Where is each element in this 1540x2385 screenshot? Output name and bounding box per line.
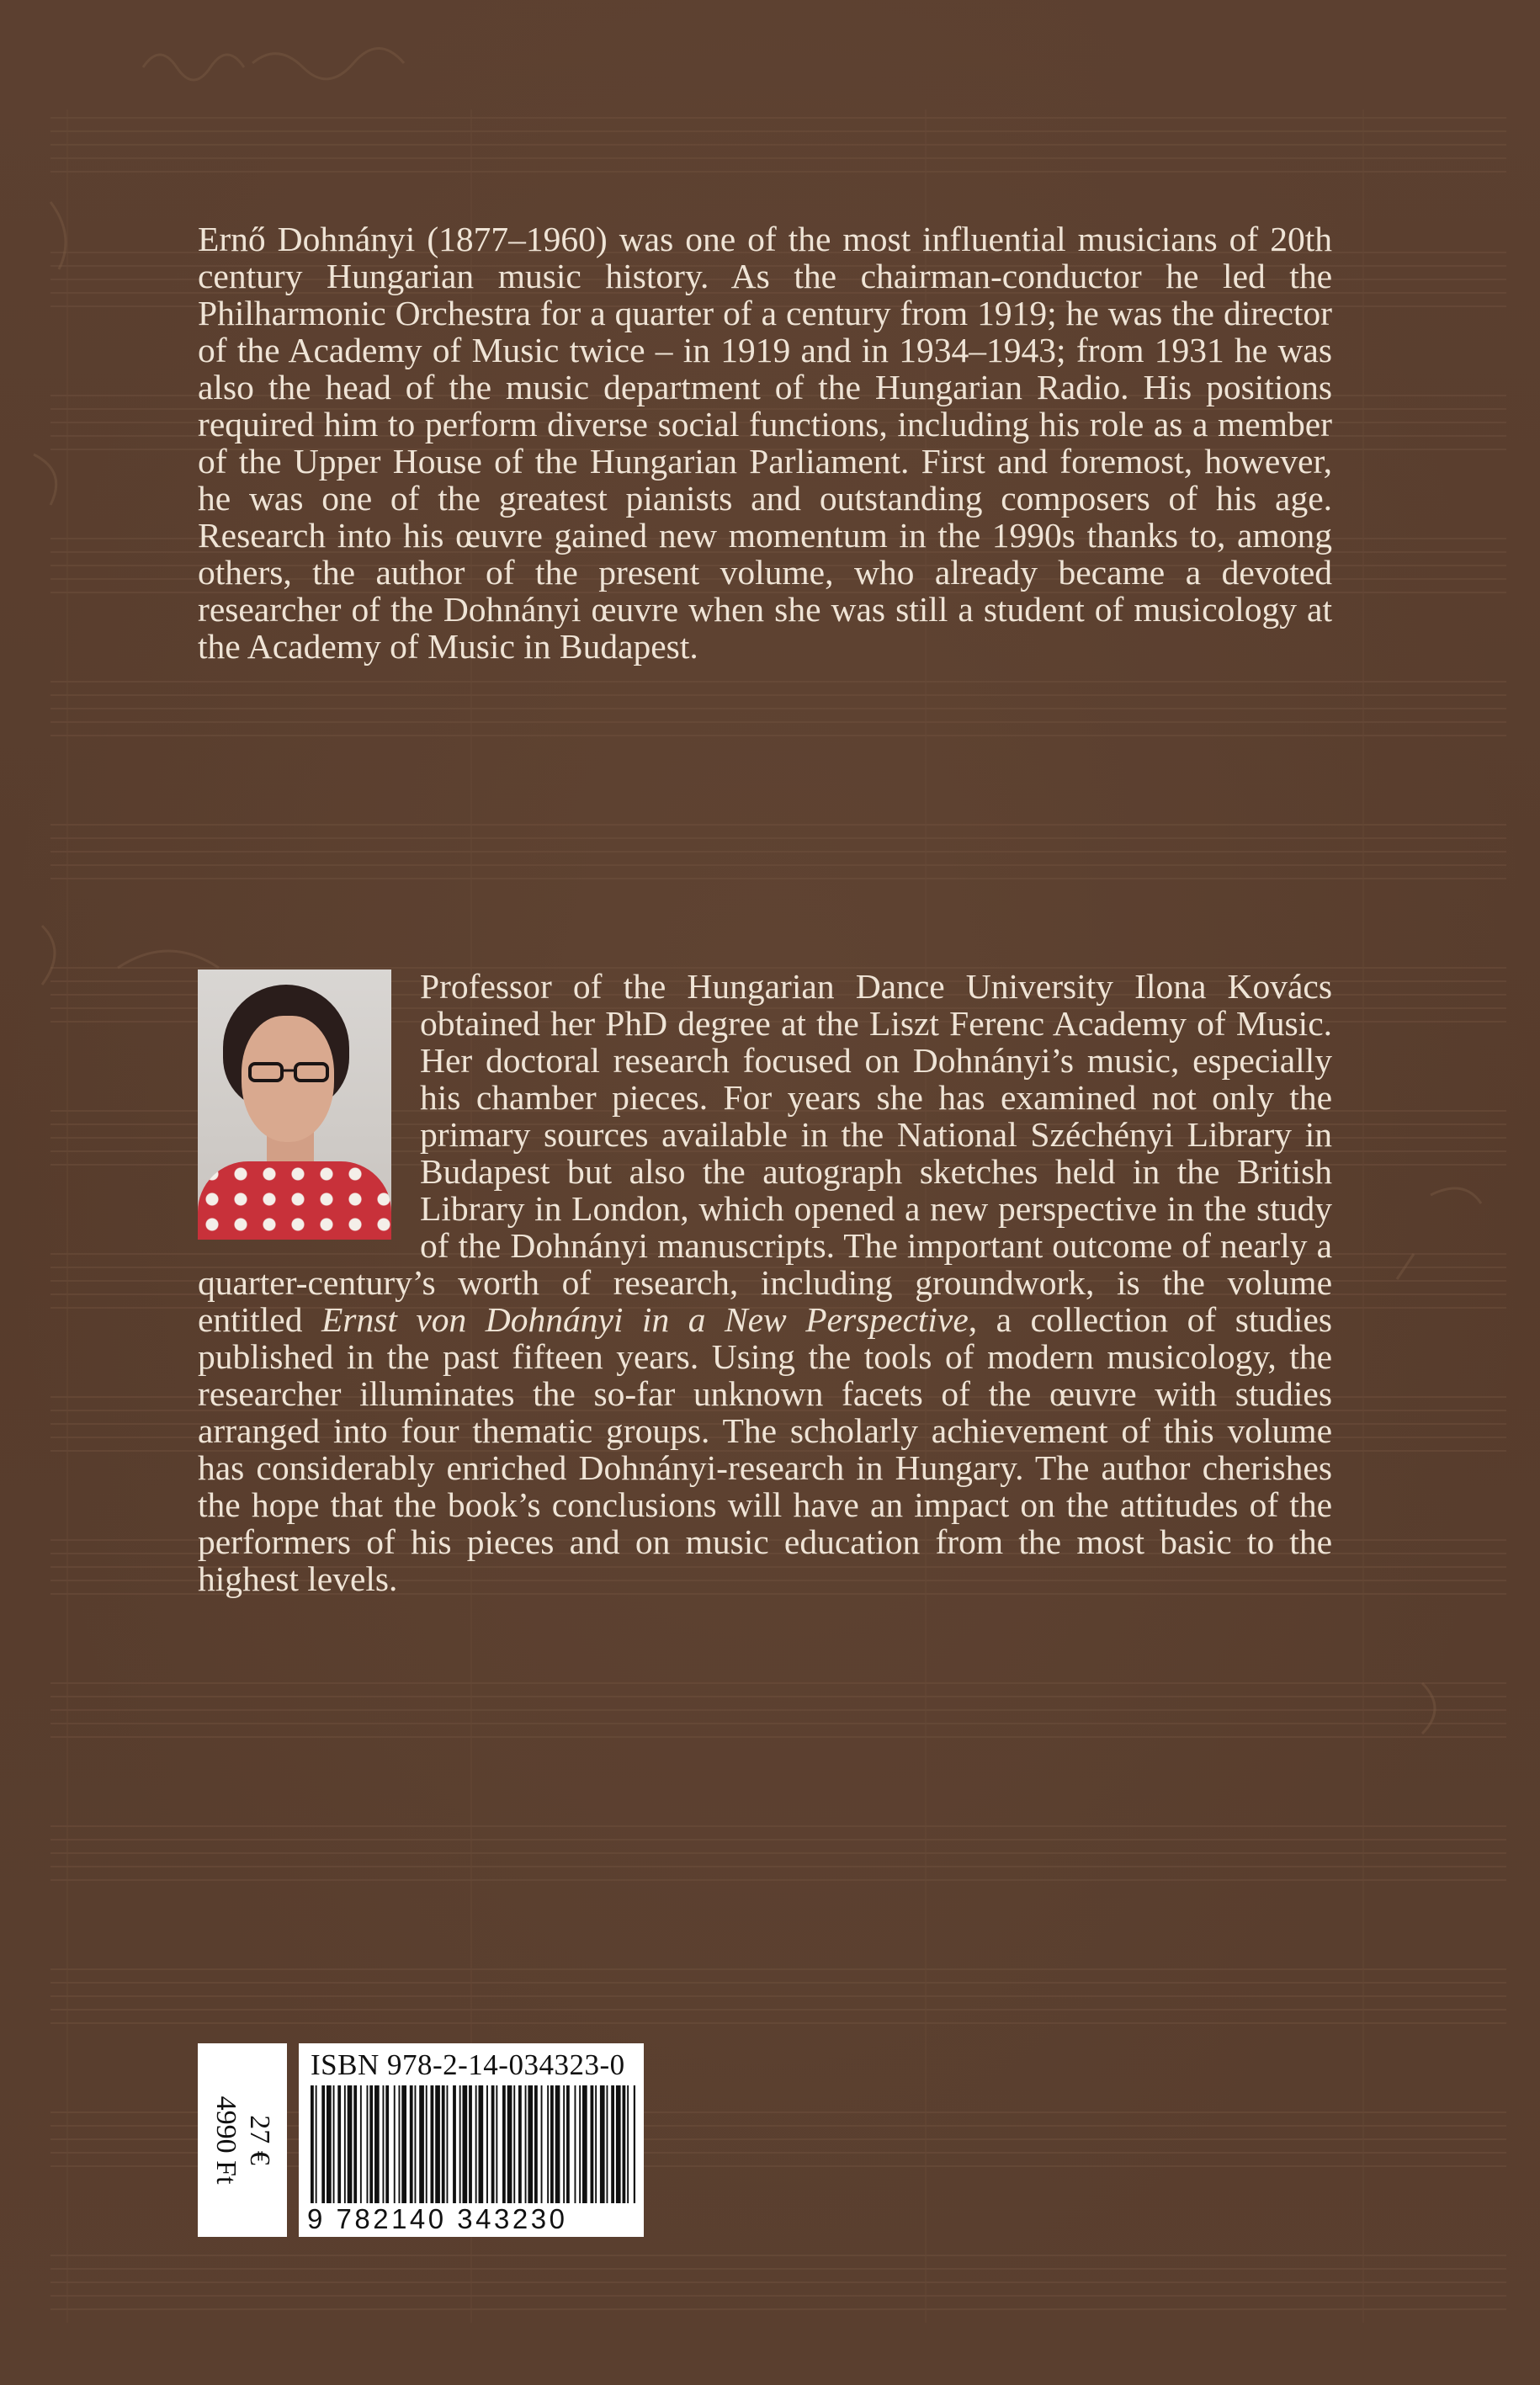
price-box xyxy=(198,2043,287,2237)
author-photo xyxy=(198,969,391,1240)
barcode-bar xyxy=(348,2085,353,2212)
isbn-box xyxy=(299,2043,644,2237)
barcode-bar xyxy=(513,2085,515,2212)
barcode-bar xyxy=(344,2085,346,2212)
barcode-bar xyxy=(634,2085,635,2212)
barcode-bar xyxy=(547,2085,549,2212)
barcode-bar xyxy=(575,2085,576,2212)
barcode-bar xyxy=(595,2085,597,2212)
barcode-bar xyxy=(442,2085,445,2212)
barcode-bar xyxy=(518,2085,522,2212)
barcode-bar xyxy=(337,2085,341,2212)
barcode-bar xyxy=(369,2085,373,2212)
barcode-bar xyxy=(469,2085,472,2212)
barcode-bar xyxy=(447,2085,449,2212)
barcode-bar xyxy=(541,2085,543,2212)
barcode-bar xyxy=(607,2085,608,2212)
intro-paragraph: Ernő Dohnányi (1877–1960) was one of the most influential musicians of 20th century Hungarian music history. As the chairman-conductor he led the Philharmonic Orchestra for a quarter of a century from 1919; he was the director of the Academy of Music twice – in 1919 and in 1934–1943; from 1931 he was also the head of the music department of the Hungarian Radio. His positions required him to perform diverse social functions, including his role as a member of the Upper House of the Hungarian Parliament. First and foremost, however, he was one of the greatest pianists and outstanding composers of his age. Research into his œuvre gained new momentum in the 1990s thanks to, among others, the author of the present volume, who already became a devoted researcher of the Dohnányi œuvre when she was still a student of musicology at the Academy of Music in Budapest. xyxy=(198,220,1332,666)
barcode-bar xyxy=(591,2085,594,2212)
barcode-bar xyxy=(491,2085,495,2212)
bio-text-start: Professor of the Hungarian Dance University Ilona Kovács obtained her PhD degree at the Liszt Ferenc Academy of Music. Her doctoral research focused on Dohnányi’s music, especially his chamber pieces. For years she has examined not only the primary sources available in the National Széchényi Library in Budapest but also the autograph sketches held in the British Library in London, which opened a new perspective in the study of the Dohnányi manuscripts. The important outcome of nearly a quarter-century’s worth of research, including groundwork, is the volume entitled xyxy=(198,967,1332,1339)
barcode-bar xyxy=(333,2085,335,2212)
barcode-bar xyxy=(479,2085,484,2212)
barcode-bar xyxy=(534,2085,538,2212)
barcode-bar xyxy=(316,2085,317,2212)
barcode-bar xyxy=(374,2085,380,2212)
barcode-bar xyxy=(410,2085,413,2212)
barcode-bar xyxy=(496,2085,497,2212)
barcode-bar xyxy=(435,2085,440,2212)
barcode-bar xyxy=(582,2085,587,2212)
price-huf: 4990 Ft xyxy=(210,2096,242,2185)
barcode-bar xyxy=(459,2085,461,2212)
barcode-bar xyxy=(563,2085,565,2212)
isbn-label: ISBN 978-2-14-034323-0 xyxy=(311,2048,625,2081)
barcode-bar xyxy=(528,2085,533,2212)
barcode-bar xyxy=(401,2085,406,2212)
barcode-bar xyxy=(627,2085,629,2212)
author-bio xyxy=(198,968,1332,1597)
barcode-bar xyxy=(399,2085,401,2212)
barcode-bar xyxy=(623,2085,626,2212)
barcode-bar xyxy=(426,2085,427,2212)
barcode-bar xyxy=(353,2085,357,2212)
barcode-bar xyxy=(525,2085,527,2212)
barcode-bar xyxy=(550,2085,554,2212)
barcode-bar xyxy=(579,2085,581,2212)
barcode-bar xyxy=(463,2085,468,2212)
barcode-bar xyxy=(394,2085,396,2212)
barcode-bar xyxy=(367,2085,369,2212)
barcode-bar xyxy=(616,2085,621,2212)
glasses-graphic xyxy=(247,1060,331,1084)
barcode-bar xyxy=(327,2085,332,2212)
barcode-bar xyxy=(385,2085,389,2212)
barcode-bar xyxy=(419,2085,424,2212)
barcode-bar xyxy=(360,2085,362,2212)
barcode-bar xyxy=(453,2085,456,2212)
barcode-bar xyxy=(555,2085,560,2212)
barcode xyxy=(309,2085,635,2212)
barcode-digits: 9 782140 343230 xyxy=(307,2203,637,2235)
barcode-bar xyxy=(486,2085,488,2212)
barcode-bar xyxy=(566,2085,570,2212)
barcode-bar xyxy=(321,2085,325,2212)
barcode-bar xyxy=(415,2085,417,2212)
barcode-bar xyxy=(311,2085,314,2212)
barcode-bar xyxy=(600,2085,605,2212)
price-eur: 27 € xyxy=(244,2115,275,2165)
book-title: Ernst von Dohnányi in a New Perspective xyxy=(321,1300,969,1339)
barcode-bar xyxy=(507,2085,512,2212)
barcode-bar xyxy=(611,2085,614,2212)
barcode-bar xyxy=(475,2085,477,2212)
barcode-bar xyxy=(502,2085,506,2212)
bio-text-end: , a collection of studies published in the past fifteen years. Using the tools of modern musicology, the researcher illuminates the so-far unknown facets of the œuvre with studies arranged into four thematic groups. The scholarly achievement of this volume has considerably enriched Dohnányi-research in Hungary. The author cherishes the hope that the book’s conclusions will have an impact on the attitudes of the performers of his pieces and on music education from the most basic to the highest levels. xyxy=(198,1300,1332,1598)
barcode-bar xyxy=(383,2085,385,2212)
barcode-bar xyxy=(431,2085,434,2212)
